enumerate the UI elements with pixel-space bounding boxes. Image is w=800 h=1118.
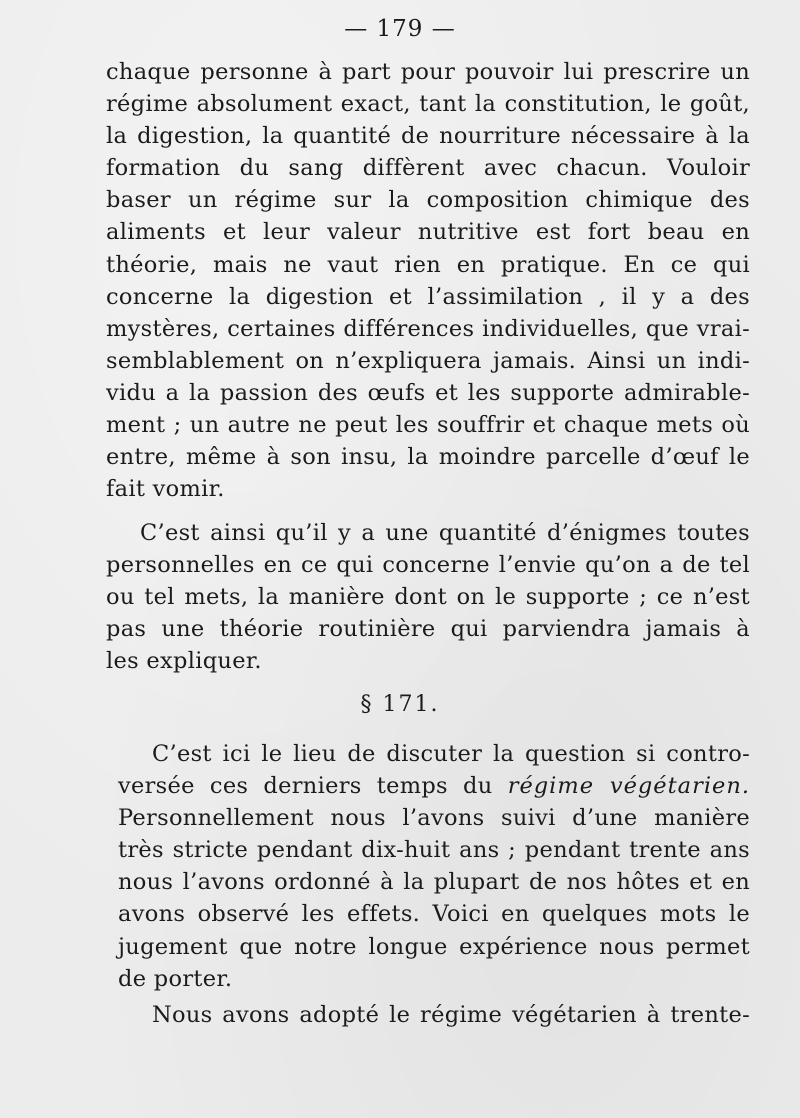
text-line: vidu a la passion des œufs et les supporte admirable- bbox=[106, 379, 750, 406]
text-line: Personnellement nous l’avons suivi d’une manière bbox=[118, 805, 750, 832]
text-line: les expliquer. bbox=[106, 648, 262, 675]
text-line: de porter. bbox=[118, 965, 233, 992]
text-line: formation du sang diffèrent avec chacun. Vouloir bbox=[106, 155, 750, 182]
text-line: théorie, mais ne vaut rien en pratique. En ce qui bbox=[106, 251, 750, 278]
text-line: mystères, certaines différences individuelles, que vrai- bbox=[106, 315, 750, 342]
text-line: baser un régime sur la composition chimique des bbox=[106, 187, 750, 214]
text-line: concerne la digestion et l’assimilation , il y a des bbox=[106, 283, 750, 310]
paragraph-4 bbox=[118, 999, 750, 1031]
text-line: pas une théorie routinière qui parviendra jamais à bbox=[106, 616, 750, 643]
text-line: aliments et leur valeur nutritive est fort beau en bbox=[106, 219, 750, 246]
section-heading: § 171. bbox=[360, 692, 440, 717]
text-line: chaque personne à part pour pouvoir lui prescrire un bbox=[106, 59, 750, 85]
text-line: entre, même à son insu, la moindre parcelle d’œuf le bbox=[106, 444, 750, 471]
text-line-with-italic bbox=[118, 770, 750, 802]
text-line: avons observé les effets. Voici en quelques mots le bbox=[118, 901, 750, 928]
text-line: fait vomir. bbox=[106, 476, 225, 503]
italic-term: régime végétarien. bbox=[507, 773, 750, 800]
paragraph-3 bbox=[118, 738, 750, 995]
page-number: — 179 — bbox=[344, 16, 456, 42]
text-line: semblablement on n’expliquera jamais. Ainsi un indi- bbox=[106, 347, 750, 374]
text-line: C’est ainsi qu’il y a une quantité d’énigmes toutes bbox=[140, 520, 750, 546]
text-line: très stricte pendant dix-huit ans ; pendant trente ans bbox=[118, 837, 750, 864]
paragraph-1 bbox=[106, 56, 750, 505]
text-line: personnelles en ce qui concerne l’envie qu’on a de tel bbox=[106, 552, 750, 579]
text-line: C’est ici le lieu de discuter la question si contro- bbox=[152, 741, 750, 767]
text-line: jugement que notre longue expérience nous permet bbox=[118, 933, 750, 960]
text-segment: versée ces derniers temps du bbox=[118, 773, 508, 800]
paragraph-2 bbox=[106, 517, 750, 677]
text-line: régime absolument exact, tant la constitution, le goût, bbox=[106, 91, 750, 118]
text-line: nous l’avons ordonné à la plupart de nos hôtes et en bbox=[118, 869, 750, 896]
text-line: ment ; un autre ne peut les souffrir et chaque mets où bbox=[106, 412, 750, 439]
text-line: la digestion, la quantité de nourriture nécessaire à la bbox=[106, 123, 750, 150]
text-line: ou tel mets, la manière dont on le supporte ; ce n’est bbox=[106, 584, 750, 611]
text-line: Nous avons adopté le régime végétarien à trente- bbox=[152, 1002, 750, 1028]
